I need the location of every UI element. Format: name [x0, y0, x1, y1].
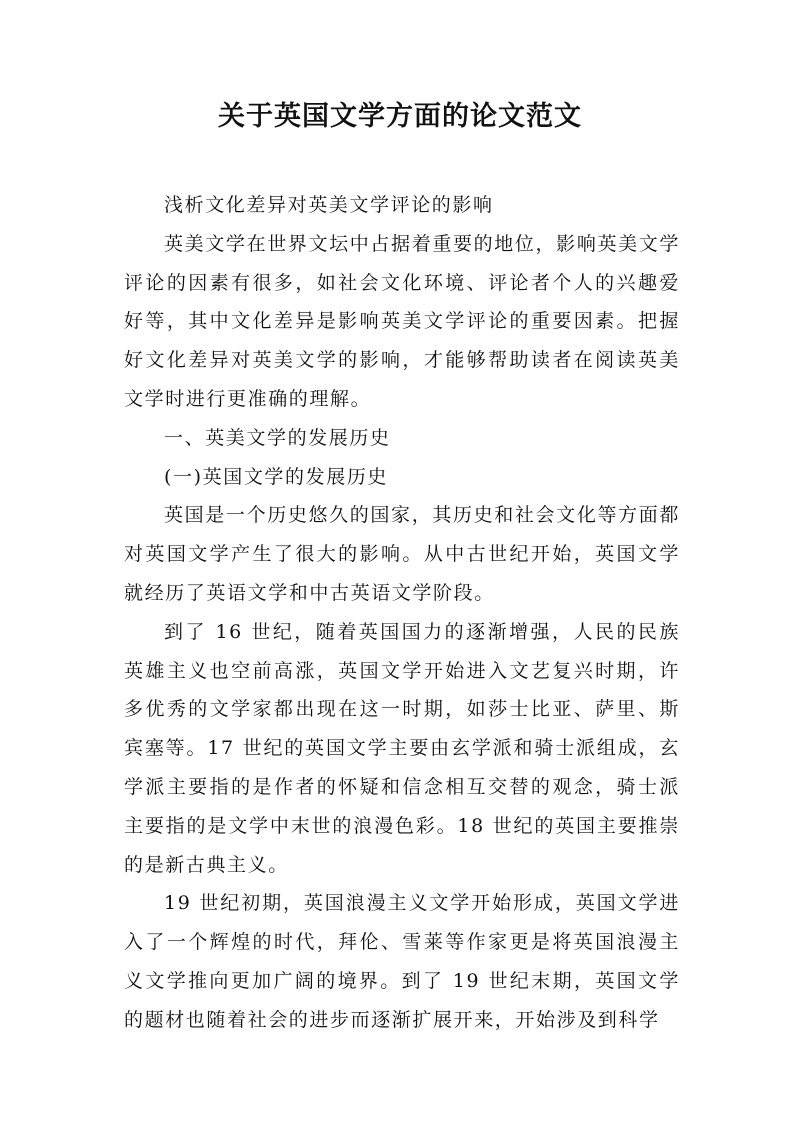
- document-title: 关于英国文学方面的论文范文: [218, 101, 582, 132]
- paragraph: 19 世纪初期，英国浪漫主义文学开始形成，英国文学进入了一个辉煌的时代，拜伦、雪莱等作家更是将英国浪漫主义文学推向更加广阔的境界。到了 19 世纪末期，英国文学的题材也随着社会的进步而逐渐扩展开来，开始涉及到科学: [124, 892, 680, 1031]
- subsection-heading: (一)英国文学的发展历史: [164, 465, 389, 488]
- paragraph-subtitle: 浅析文化差异对英美文学评论的影响: [164, 194, 494, 216]
- paragraph-intro: 英美文学在世界文坛中占据着重要的地位，影响英美文学评论的因素有很多，如社会文化环境、评论者个人的兴趣爱好等，其中文化差异是影响英美文学评论的重要因素。把握好文化差异对英美文学的影响，才能够帮助读者在阅读英美文学时进行更准确的理解。: [124, 232, 680, 410]
- paragraph: 英国是一个历史悠久的国家，其历史和社会文化等方面都对英国文学产生了很大的影响。从中古世纪开始，英国文学就经历了英语文学和中古英语文学阶段。: [124, 504, 680, 604]
- paragraph: 到了 16 世纪，随着英国国力的逐渐增强，人民的民族英雄主义也空前高涨，英国文学开始进入文艺复兴时期，许多优秀的文学家都出现在这一时期，如莎士比亚、萨里、斯宾塞等。17 世纪的英国文学主要由玄学派和骑士派组成，玄学派主要指的是作者的怀疑和信念相互交替的观念，骑士派主要指的是文学中末世的浪漫色彩。18 世纪的英国主要推崇的是新古典主义。: [124, 620, 680, 876]
- section-heading: 一、英美文学的发展历史: [164, 426, 391, 449]
- document-body: [124, 186, 680, 1040]
